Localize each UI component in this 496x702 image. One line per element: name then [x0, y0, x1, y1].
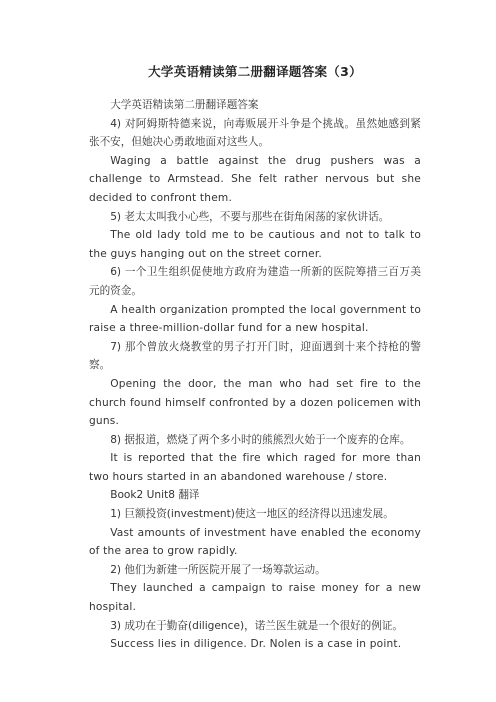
paragraph-zh-6: 6) 一个卫生组织促使地方政府为建造一所新的医院筹措三百万美元的资金。 — [89, 266, 421, 297]
paragraph-en-u8-3: Success lies in diligence. Dr. Nolen is a case in point. — [110, 638, 402, 651]
paragraph-zh-5: 5) 老太太叫我小心些，不要与那些在街角闲荡的家伙讲话。 — [110, 210, 390, 223]
document-title: 大学英语精读第二册翻译题答案（3） — [148, 64, 362, 79]
paragraph-zh-4: 4) 对阿姆斯特德来说，向毒贩展开斗争是个挑战。虽然她感到紧张不安，但她决心勇敢地面对这些人。 — [89, 117, 421, 149]
paragraph-en-7: Opening the door, the man who had set fire to the church found himself confronted by a dozen policemen with guns. — [89, 377, 421, 428]
paragraph-en-4: Waging a battle against the drug pushers was a challenge to Armstead. She felt rather nervous but she decided to confront them. — [89, 154, 421, 204]
paragraph-zh-7: 7) 那个曾放火烧教堂的男子打开门时，迎面遇到十来个持枪的警察。 — [89, 340, 421, 372]
paragraph-en-8: It is reported that the fire which raged for more than two hours started in an abandoned warehouse / store. — [89, 452, 421, 483]
paragraph-en-6: A health organization prompted the local government to raise a three-million-dollar fund for a new hospital. — [89, 303, 421, 335]
paragraph-en-u8-1: Vast amounts of investment have enabled the economy of the area to grow rapidly. — [89, 526, 421, 558]
paragraph-zh-u8-3: 3) 成功在于勤奋(diligence)，诺兰医生就是一个很好的例证。 — [110, 619, 404, 632]
paragraph-heading: 大学英语精读第二册翻译题答案 — [110, 99, 259, 111]
paragraph-en-5: The old lady told me to be cautious and not to talk to the guys hanging out on the street corner. — [89, 229, 421, 260]
paragraph-en-u8-2: They launched a campaign to raise money for a new hospital. — [89, 582, 421, 614]
paragraph-zh-u8-2: 2) 他们为新建一所医院开展了一场筹款运动。 — [110, 563, 326, 576]
paragraph-zh-u8-1: 1) 巨额投资(investment)使这一地区的经济得以迅速发展。 — [110, 508, 394, 521]
paragraph-zh-8: 8) 据报道，燃烧了两个多小时的熊熊烈火始于一个废弃的仓库。 — [110, 433, 411, 446]
section-heading-unit8: Book2 Unit8 翻译 — [110, 489, 200, 502]
